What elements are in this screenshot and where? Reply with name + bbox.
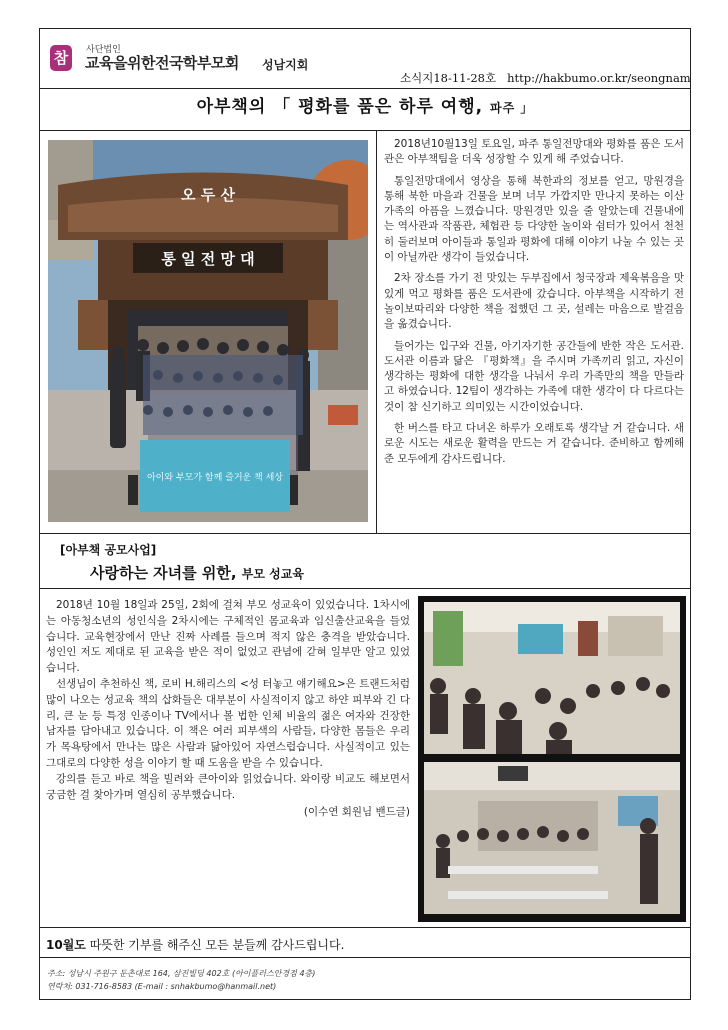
- thanks-line: [46, 936, 344, 953]
- banner-text: 아이와 부모가 함께 즐거운 책 세상: [146, 473, 284, 483]
- article1-title-location: 파주 」: [490, 101, 534, 115]
- logo-icon: 참: [50, 45, 72, 71]
- group-photo: [48, 140, 368, 522]
- org-name: 교육을위한전국학부모회: [85, 54, 239, 72]
- article2-title-text: 사랑하는 자녀를 위한,: [90, 564, 237, 582]
- divider: [39, 588, 691, 589]
- article2-paragraph: 선생님이 추천하신 책, 로비 H.해리스의 <성 터놓고 얘기해요>은 트랜드처럼 많이 나오는 성교육 책의 삽화들은 대부분이 사실적이지 않고 하얀 피부와 긴 다리, 큰 눈 등 특정 인종이나 TV에서나 볼 법한 인체 비율의 젊은 여자와 건장한 남자를 담아내고 있습니다. 이 책은 여러 피부색의 사람들, 다양한 몸들은 우리가 목욕탕에서 만나는 많은 사람과 닮아있어 자연스럽습니다. 사실적이고 있는 그대로의 다양한 성을 이야기 할 때 도움을 받을 수 있습니다.: [46, 677, 410, 769]
- article1-title-text: 아부책의 「 평화를 품은 하루 여행,: [196, 97, 484, 117]
- website-link[interactable]: http://hakbumo.or.kr/seongnam: [507, 71, 691, 85]
- article1-title: [39, 92, 691, 117]
- classroom-photos: [418, 596, 686, 922]
- group-photo-image: [48, 140, 368, 522]
- article2-credit: (이수연 회원님 밴드글): [303, 806, 410, 819]
- article2-title-sub: 부모 성교육: [241, 567, 304, 581]
- article1-body: [384, 137, 684, 473]
- footer-address: 주소: 성남시 주원구 둔촌대로 164, 삼진빌딩 402호 (아이플러스안경점 4층): [47, 969, 316, 978]
- sign-main: 통 일 전 망 대: [161, 250, 255, 268]
- article2-tag: [아부책 공모사업]: [60, 543, 157, 557]
- thanks-month: 10월도: [46, 938, 86, 952]
- org-type: 사단법인: [86, 45, 121, 55]
- sign-top: 오 두 산: [181, 186, 235, 204]
- article2-title: [90, 562, 304, 583]
- thanks-text: 따뜻한 기부를 해주신 모든 분들께 감사드립니다.: [85, 938, 345, 952]
- branch-name: 성남지회: [262, 58, 309, 72]
- article1-paragraph: 한 버스를 타고 다녀온 하루가 오래토록 생각날 거 같습니다. 새로운 시도는 새로운 활력을 만드는 거 같습니다. 준비하고 함께해 준 모두에게 감사드립니다.: [384, 422, 684, 465]
- issue-number: 소식지18-11-28호: [400, 71, 497, 85]
- divider: [39, 88, 691, 89]
- article2-body: [46, 598, 410, 821]
- classroom-photo-image: [418, 596, 686, 922]
- article2-paragraph: 강의를 듣고 바로 책을 빌려와 큰아이와 읽었습니다. 와이랑 비교도 해보면서 궁금한 걸 찾아가며 열심히 공부했습니다.: [46, 772, 410, 801]
- footer-contact: 연락처: 031-716-8583 (E-mail : snhakbumo@hanmail.net): [47, 982, 277, 991]
- divider: [39, 130, 691, 131]
- divider: [39, 957, 691, 958]
- article1-paragraph: 들어가는 입구와 건물, 아기자기한 공간들에 반한 작은 도서관. 도서관 이름과 닮은 『평화책』을 주시며 가족끼리 읽고, 자신이 생각하는 평화에 대한 생각을 나눠서 우리 가족만의 책을 만들라고 하였습니다. 12팀이 생각하는 가족에 대한 생각이 다 다르다는 것이 참 신기하고 의미있는 시간이었습니다.: [384, 339, 684, 413]
- issue-info: [400, 70, 691, 86]
- article1-paragraph: 2018년10월13일 토요일, 파주 통일전망대와 평화를 품은 도서관은 아부책팀을 더욱 성장할 수 있게 해 주었습니다.: [384, 138, 684, 166]
- column-divider: [376, 130, 377, 533]
- article2-paragraph: 2018년 10월 18일과 25일, 2회에 걸쳐 부모 성교육이 있었습니다. 1차시에는 아동청소년의 성인식을 2차시에는 구체적인 몸교육과 임신출산교육을 들었습니다. 교육현장에서 만난 진짜 사례를 들으며 적지 않은 충격을 받았습니다. 성인인 저도 제대로 된 교육을 받은 적이 없었고 관념에 갇혀 일부만 알고 있었습니다.: [46, 599, 410, 675]
- divider: [39, 533, 691, 534]
- article1-paragraph: 2차 장소를 가기 전 맛있는 두부집에서 청국장과 제육볶음을 맛있게 먹고 평화를 품은 도서관에 갔습니다. 아부책을 시작하기 전 놀이보따리와 다양한 책을 접했던 그 곳, 설레는 마음으로 발걸음을 옮겼습니다.: [384, 272, 684, 331]
- article1-paragraph: 통일전망대에서 영상을 통해 북한과의 정보를 얻고, 망원경을 통해 북한 마을과 건물을 보며 너무 가깝지만 만나지 못하는 이산가족의 아픔을 느꼈습니다. 망원경만 있을 줄 알았는데 건물내에는 역사관과 작품관, 체험관 등 다양한 놀이와 쉼터가 있어서 천천히 둘러보며 아이들과 통일과 평화에 대해 이야기 나눌 수 있는 곳이 아닐까란 생각이 들었습니다.: [384, 174, 684, 264]
- footer: [47, 967, 315, 993]
- divider: [39, 927, 691, 928]
